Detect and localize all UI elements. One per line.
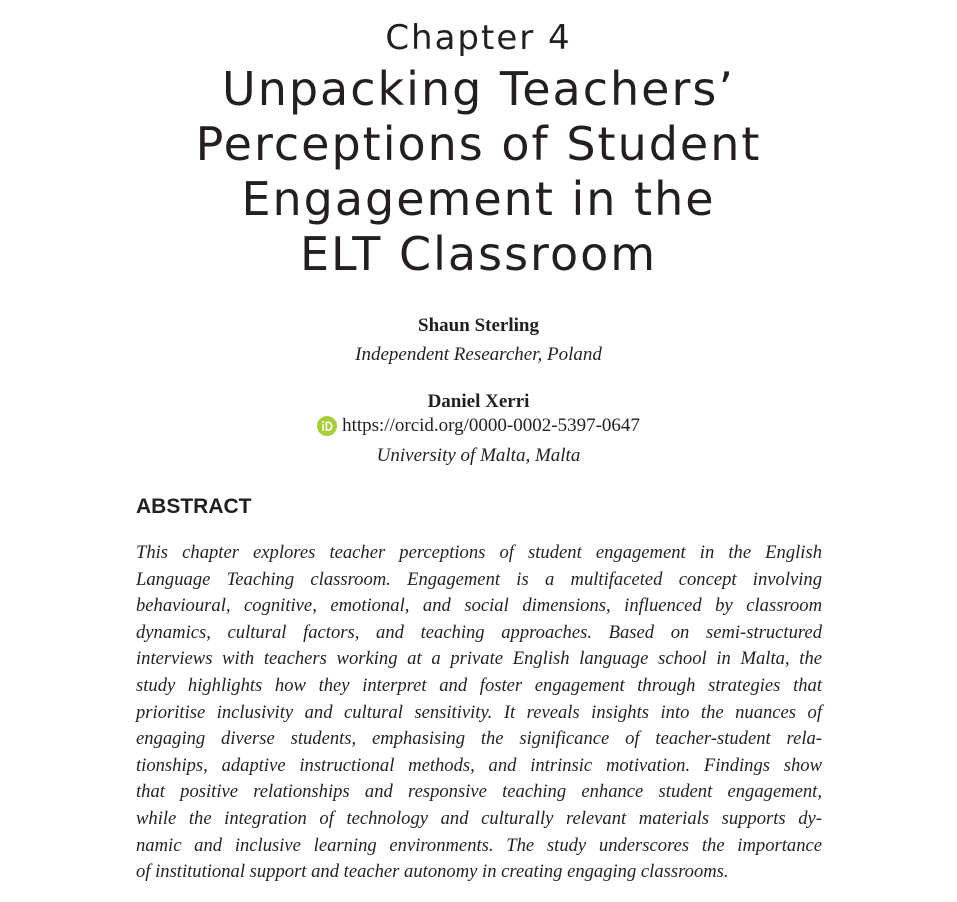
author-affiliation: University of Malta, Malta xyxy=(376,445,581,466)
chapter-label: Chapter 4 xyxy=(385,18,572,58)
abstract-line: interviews with teachers working at a private English language school in Malta, the xyxy=(136,648,822,670)
orcid-link[interactable]: https://orcid.org/0000-0002-5397-0647 xyxy=(342,415,640,436)
abstract-line: behavioural, cognitive, emotional, and social dimensions, influenced by classroom xyxy=(136,595,822,617)
author-name: Daniel Xerri xyxy=(427,391,530,412)
author-affiliation: Independent Researcher, Poland xyxy=(355,344,602,365)
abstract-line: tionships, adaptive instructional methods, and intrinsic motivation. Findings show xyxy=(136,754,822,776)
chapter-title xyxy=(0,62,957,282)
abstract-line: dynamics, cultural factors, and teaching approaches. Based on semi-structured xyxy=(136,621,822,643)
abstract-line: study highlights how they interpret and foster engagement through strategies that xyxy=(136,674,822,696)
orcid-icon[interactable] xyxy=(317,416,337,436)
chapter-title-line: ELT Classroom xyxy=(299,227,658,281)
abstract-line: engaging diverse students, emphasising the significance of teacher-student rela- xyxy=(136,728,822,750)
author-name: Shaun Sterling xyxy=(418,315,539,336)
abstract-heading: ABSTRACT xyxy=(136,495,252,518)
abstract-line: Language Teaching classroom. Engagement is a multifaceted concept involving xyxy=(136,568,822,590)
abstract-line: while the integration of technology and culturally relevant materials supports dy- xyxy=(136,807,822,829)
abstract-line: that positive relationships and responsive teaching enhance student engagement, xyxy=(136,781,822,803)
abstract-line: This chapter explores teacher perceptions of student engagement in the English xyxy=(136,542,822,563)
abstract-body xyxy=(136,540,822,886)
chapter-title-line: Perceptions of Student xyxy=(195,117,762,171)
orcid-line xyxy=(0,414,957,438)
abstract-line: of institutional support and teacher autonomy in creating engaging classrooms. xyxy=(136,861,729,883)
chapter-title-line: Unpacking Teachers’ xyxy=(222,62,735,116)
author-block xyxy=(0,314,957,367)
chapter-title-line: Engagement in the xyxy=(241,172,716,226)
abstract-line: prioritise inclusivity and cultural sensitivity. It reveals insights into the nuances of xyxy=(136,701,822,723)
author-block xyxy=(0,390,957,468)
abstract-line: namic and inclusive learning environments. The study underscores the importance xyxy=(136,834,822,856)
